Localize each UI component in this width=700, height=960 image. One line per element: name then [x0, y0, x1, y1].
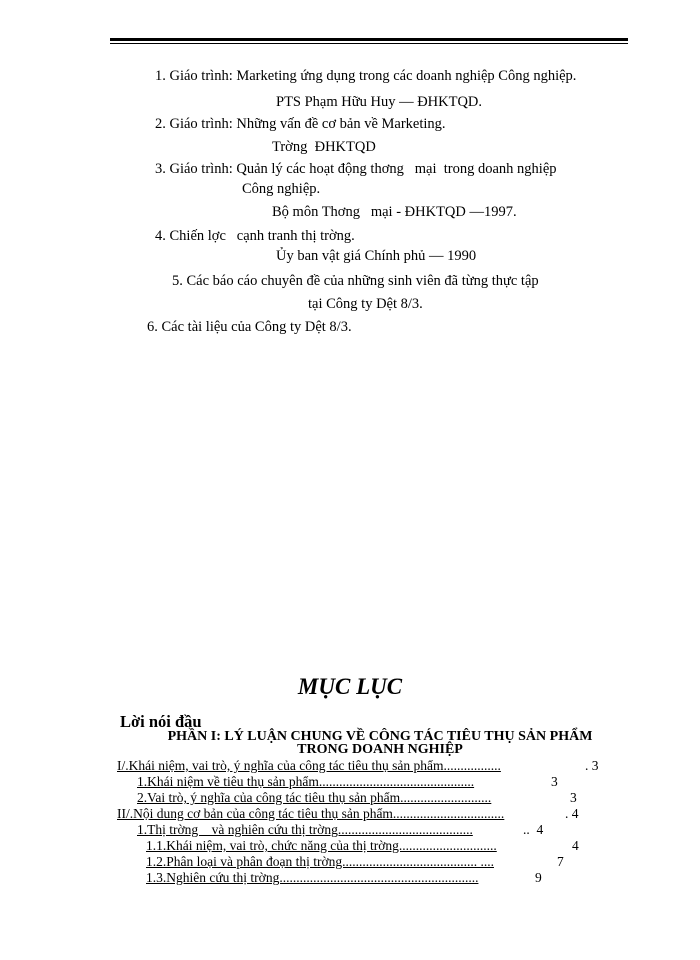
toc-part-heading — [130, 730, 630, 756]
toc-entry-page: .. 4 — [523, 822, 544, 837]
reference-line: 2. Giáo trình: Những vấn đề cơ bản về Marketing. — [155, 116, 446, 132]
toc-entry-label: 1.2.Phân loại và phân đoạn thị trờng........................................ .... — [146, 854, 494, 869]
toc-title: MỤC LỤC — [297, 674, 403, 699]
toc-entry-label: 1.3.Nghiên cứu thị trờng........................................................... — [146, 870, 479, 885]
reference-line: Trờng ĐHKTQD — [272, 139, 376, 155]
reference-line: 5. Các báo cáo chuyên đề của những sinh viên đã từng thực tập — [172, 273, 539, 289]
toc-entry[interactable] — [117, 806, 504, 822]
toc-entry-page: 4 — [572, 838, 579, 853]
reference-line: 4. Chiến lợc cạnh tranh thị trờng. — [155, 228, 355, 244]
toc-entry[interactable] — [146, 854, 494, 870]
toc-entry[interactable] — [146, 870, 478, 886]
toc-entry-label: I/.Khái niệm, vai trò, ý nghĩa của công tác tiêu thụ sản phẩm................. — [117, 758, 501, 773]
toc-intro: Lời nói đầu — [120, 712, 202, 731]
toc-entry[interactable] — [137, 774, 474, 790]
reference-line: Công nghiệp. — [242, 181, 321, 197]
toc-entry[interactable] — [146, 838, 497, 854]
toc-entry-page: 3 — [551, 774, 558, 789]
toc-entry-page: 3 — [570, 790, 577, 805]
reference-line: Ủy ban vật giá Chính phủ — 1990 — [276, 248, 477, 264]
toc-entry-label: II/.Nội dung cơ bản của công tác tiêu thụ sản phẩm................................. — [117, 806, 505, 821]
reference-line: 1. Giáo trình: Marketing ứng dụng trong các doanh nghiệp Công nghiệp. — [155, 68, 577, 84]
reference-line: tại Công ty Dệt 8/3. — [308, 296, 423, 312]
toc-entry[interactable] — [137, 790, 491, 806]
toc-entry-page: 9 — [535, 870, 542, 885]
toc-part-line-2: TRONG DOANH NGHIỆP — [297, 742, 463, 757]
toc-entry-page: 7 — [557, 854, 564, 869]
toc-entry[interactable] — [137, 822, 473, 838]
toc-entry-label: 1.Thị trờng và nghiên cứu thị trờng........................................ — [137, 822, 473, 837]
header-rule — [110, 38, 628, 44]
reference-line: Bộ môn Thơng mại - ĐHKTQD —1997. — [272, 204, 517, 220]
reference-line: PTS Phạm Hữu Huy — ĐHKTQD. — [276, 94, 483, 110]
reference-line: 6. Các tài liệu của Công ty Dệt 8/3. — [147, 319, 352, 335]
toc-entry-label: 2.Vai trò, ý nghĩa của công tác tiêu thụ sản phẩm........................... — [137, 790, 492, 805]
toc-entry-label: 1.Khái niệm về tiêu thụ sản phẩm.............................................. — [137, 774, 475, 789]
toc-part-line-1: PHẦN I: LÝ LUẬN CHUNG VỀ CÔNG TÁC TIÊU THỤ SẢN PHẨM — [167, 729, 593, 744]
toc-entry[interactable] — [117, 758, 501, 774]
toc-entry-page: . 4 — [565, 806, 579, 821]
toc-entry-label: 1.1.Khái niệm, vai trò, chức năng của thị trờng............................. — [146, 838, 497, 853]
reference-line: 3. Giáo trình: Quản lý các hoạt động thơng mại trong doanh nghiệp — [155, 161, 557, 177]
toc-entry-page: . 3 — [585, 758, 599, 773]
